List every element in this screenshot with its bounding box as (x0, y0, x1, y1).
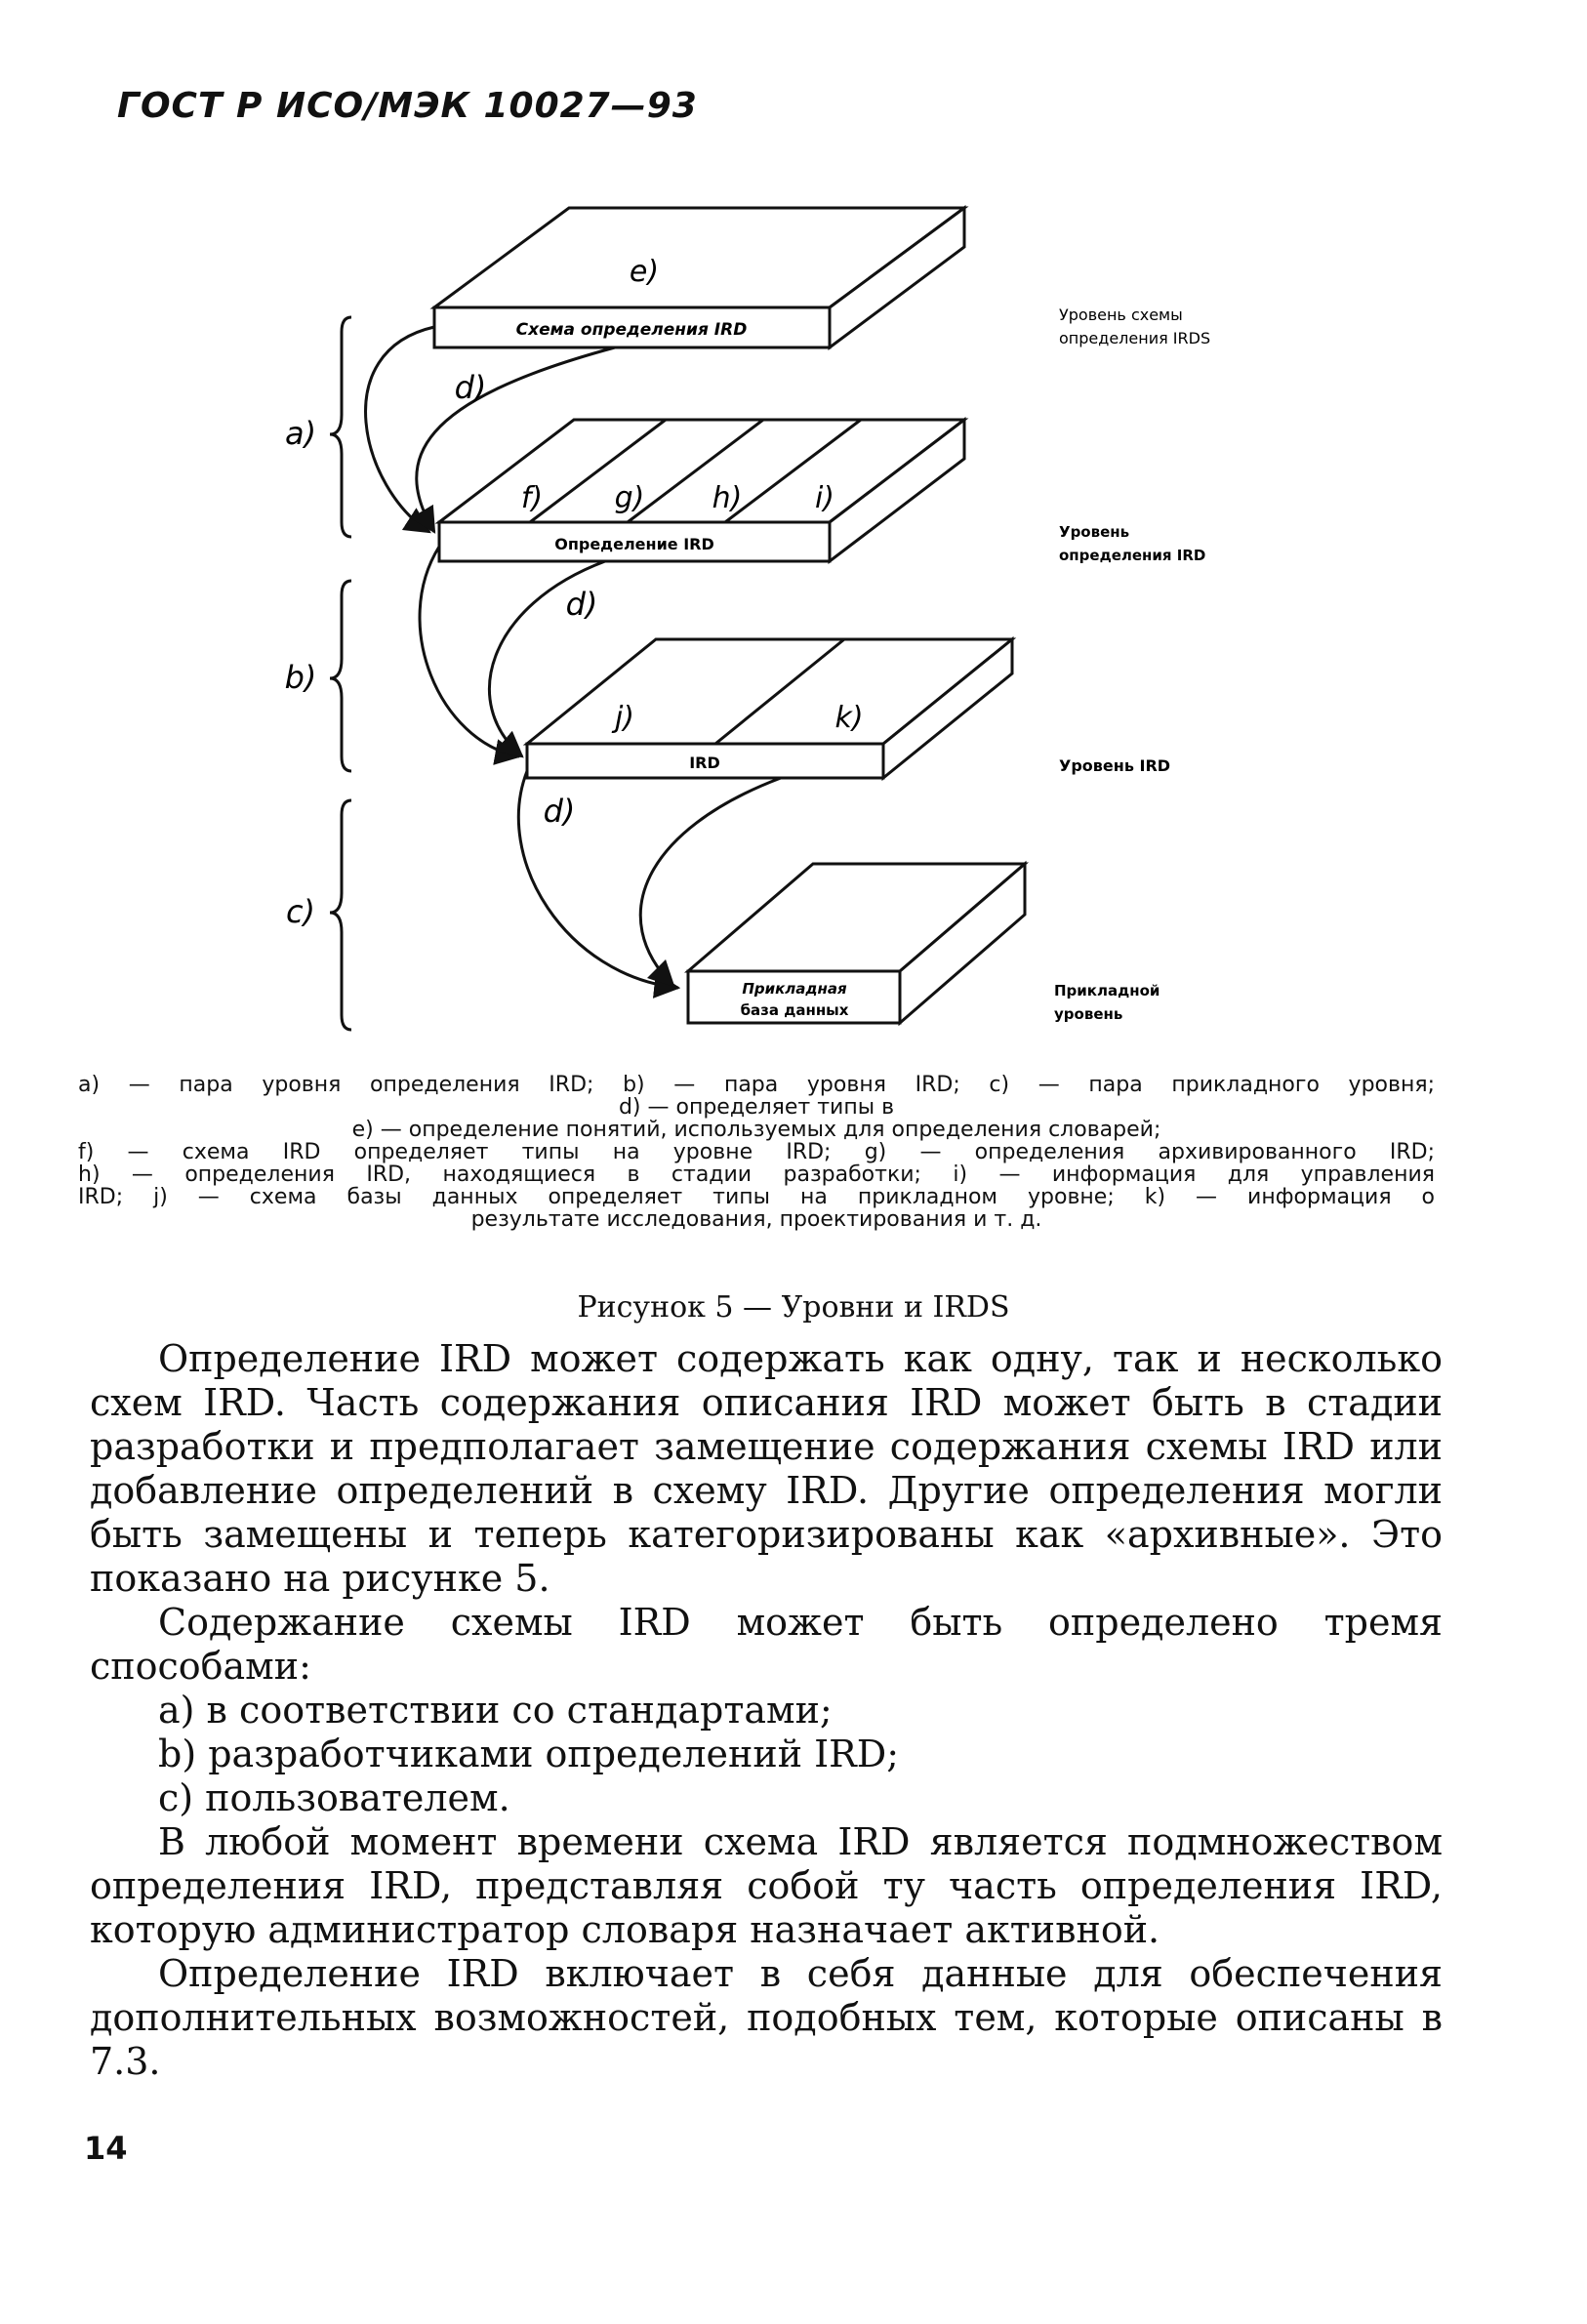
division-label-e: e) (629, 255, 660, 289)
slab-label-irds-schema: Схема определения IRD (515, 320, 748, 340)
slab-ird (527, 639, 1012, 778)
arrow-label-d-1: d) (454, 369, 487, 406)
slab-application-database (688, 864, 1025, 1023)
arrow-schema-to-definition-outer (366, 327, 434, 532)
paragraph: Содержание схемы IRD может быть определено тремя способами: (90, 1601, 1443, 1688)
legend-line: f) — схема IRD определяет типы на уровне IRD; g) — определения архивированного IRD; (78, 1140, 1435, 1164)
level-label-application-line1: Прикладной (1054, 982, 1160, 999)
division-label-h: h) (712, 481, 743, 515)
arrow-definition-to-ird-outer (420, 547, 519, 756)
bracket-label-b: b) (284, 659, 317, 696)
level-label-irds-line2: определения IRDS (1059, 329, 1211, 347)
brackets (330, 317, 351, 1030)
levels-diagram (0, 0, 1587, 1074)
division-label-k: k) (834, 701, 864, 735)
legend-line: d) — определяет типы в (618, 1095, 895, 1120)
body-text (90, 1337, 1443, 2084)
paragraph: В любой момент времени схема IRD является подмножеством определения IRD, представляя собой ту часть определения IRD, которую администратор словаря назначает активной. (90, 1820, 1443, 1951)
arrow-label-d-2: d) (565, 586, 598, 623)
bracket-a (330, 317, 351, 537)
slab-label-application-line1: Прикладная (742, 980, 847, 998)
division-label-g: g) (614, 481, 645, 515)
slab-label-ird: IRD (689, 754, 720, 772)
list-item: b) разработчиками определений IRD; (158, 1733, 899, 1775)
level-label-definition-line1: Уровень (1059, 523, 1130, 541)
legend-line: IRD; j) — схема базы данных определяет типы на прикладном уровне; k) — информация о (78, 1185, 1435, 1209)
level-label-application-line2: уровень (1054, 1005, 1123, 1023)
division-label-j: j) (614, 701, 635, 735)
paragraph: Определение IRD включает в себя данные для обеспечения дополнительных возможностей, подобных тем, которые описаны в 7.3. (90, 1952, 1443, 2083)
legend-line: результате исследования, проектирования и т. д. (470, 1207, 1042, 1232)
bracket-label-a: a) (284, 415, 317, 452)
bracket-c (330, 800, 351, 1030)
division-label-f: f) (520, 481, 544, 515)
legend-line: h) — определения IRD, находящиеся в стадии разработки; i) — информация для управления (78, 1162, 1435, 1187)
level-label-ird: Уровень IRD (1059, 756, 1171, 775)
bracket-b (330, 581, 351, 771)
bracket-label-c: c) (285, 893, 316, 930)
list-item: a) в соответствии со стандартами; (158, 1689, 833, 1732)
slab-label-application-line2: база данных (740, 1001, 849, 1019)
document-header: ГОСТ Р ИСО/МЭК 10027—93 (117, 86, 698, 126)
legend-line: a) — пара уровня определения IRD; b) — пара уровня IRD; c) — пара прикладного уровня; (78, 1073, 1435, 1097)
paragraph: Определение IRD может содержать как одну, так и несколько схем IRD. Часть содержания описания IRD может быть в стадии разработки и предполагает замещение содержания схемы IRD или добавление определений в схему IRD. Другие определения могли быть замещены и теперь категоризированы как «архивные». Это показано на рисунке 5. (90, 1337, 1443, 1600)
arrow-label-d-3: d) (543, 793, 576, 830)
figure-title: Рисунок 5 — Уровни и IRDS (577, 1290, 1010, 1325)
list-item: c) пользователем. (158, 1776, 510, 1819)
page-number: 14 (84, 2130, 128, 2167)
level-label-irds-line1: Уровень схемы (1059, 306, 1183, 324)
figure-legend (78, 1074, 1435, 1231)
slab-label-ird-definition: Определение IRD (554, 535, 714, 553)
level-label-definition-line2: определения IRD (1059, 547, 1206, 564)
legend-line: e) — определение понятий, используемых для определения словарей; (351, 1118, 1161, 1142)
division-label-i: i) (814, 481, 835, 515)
